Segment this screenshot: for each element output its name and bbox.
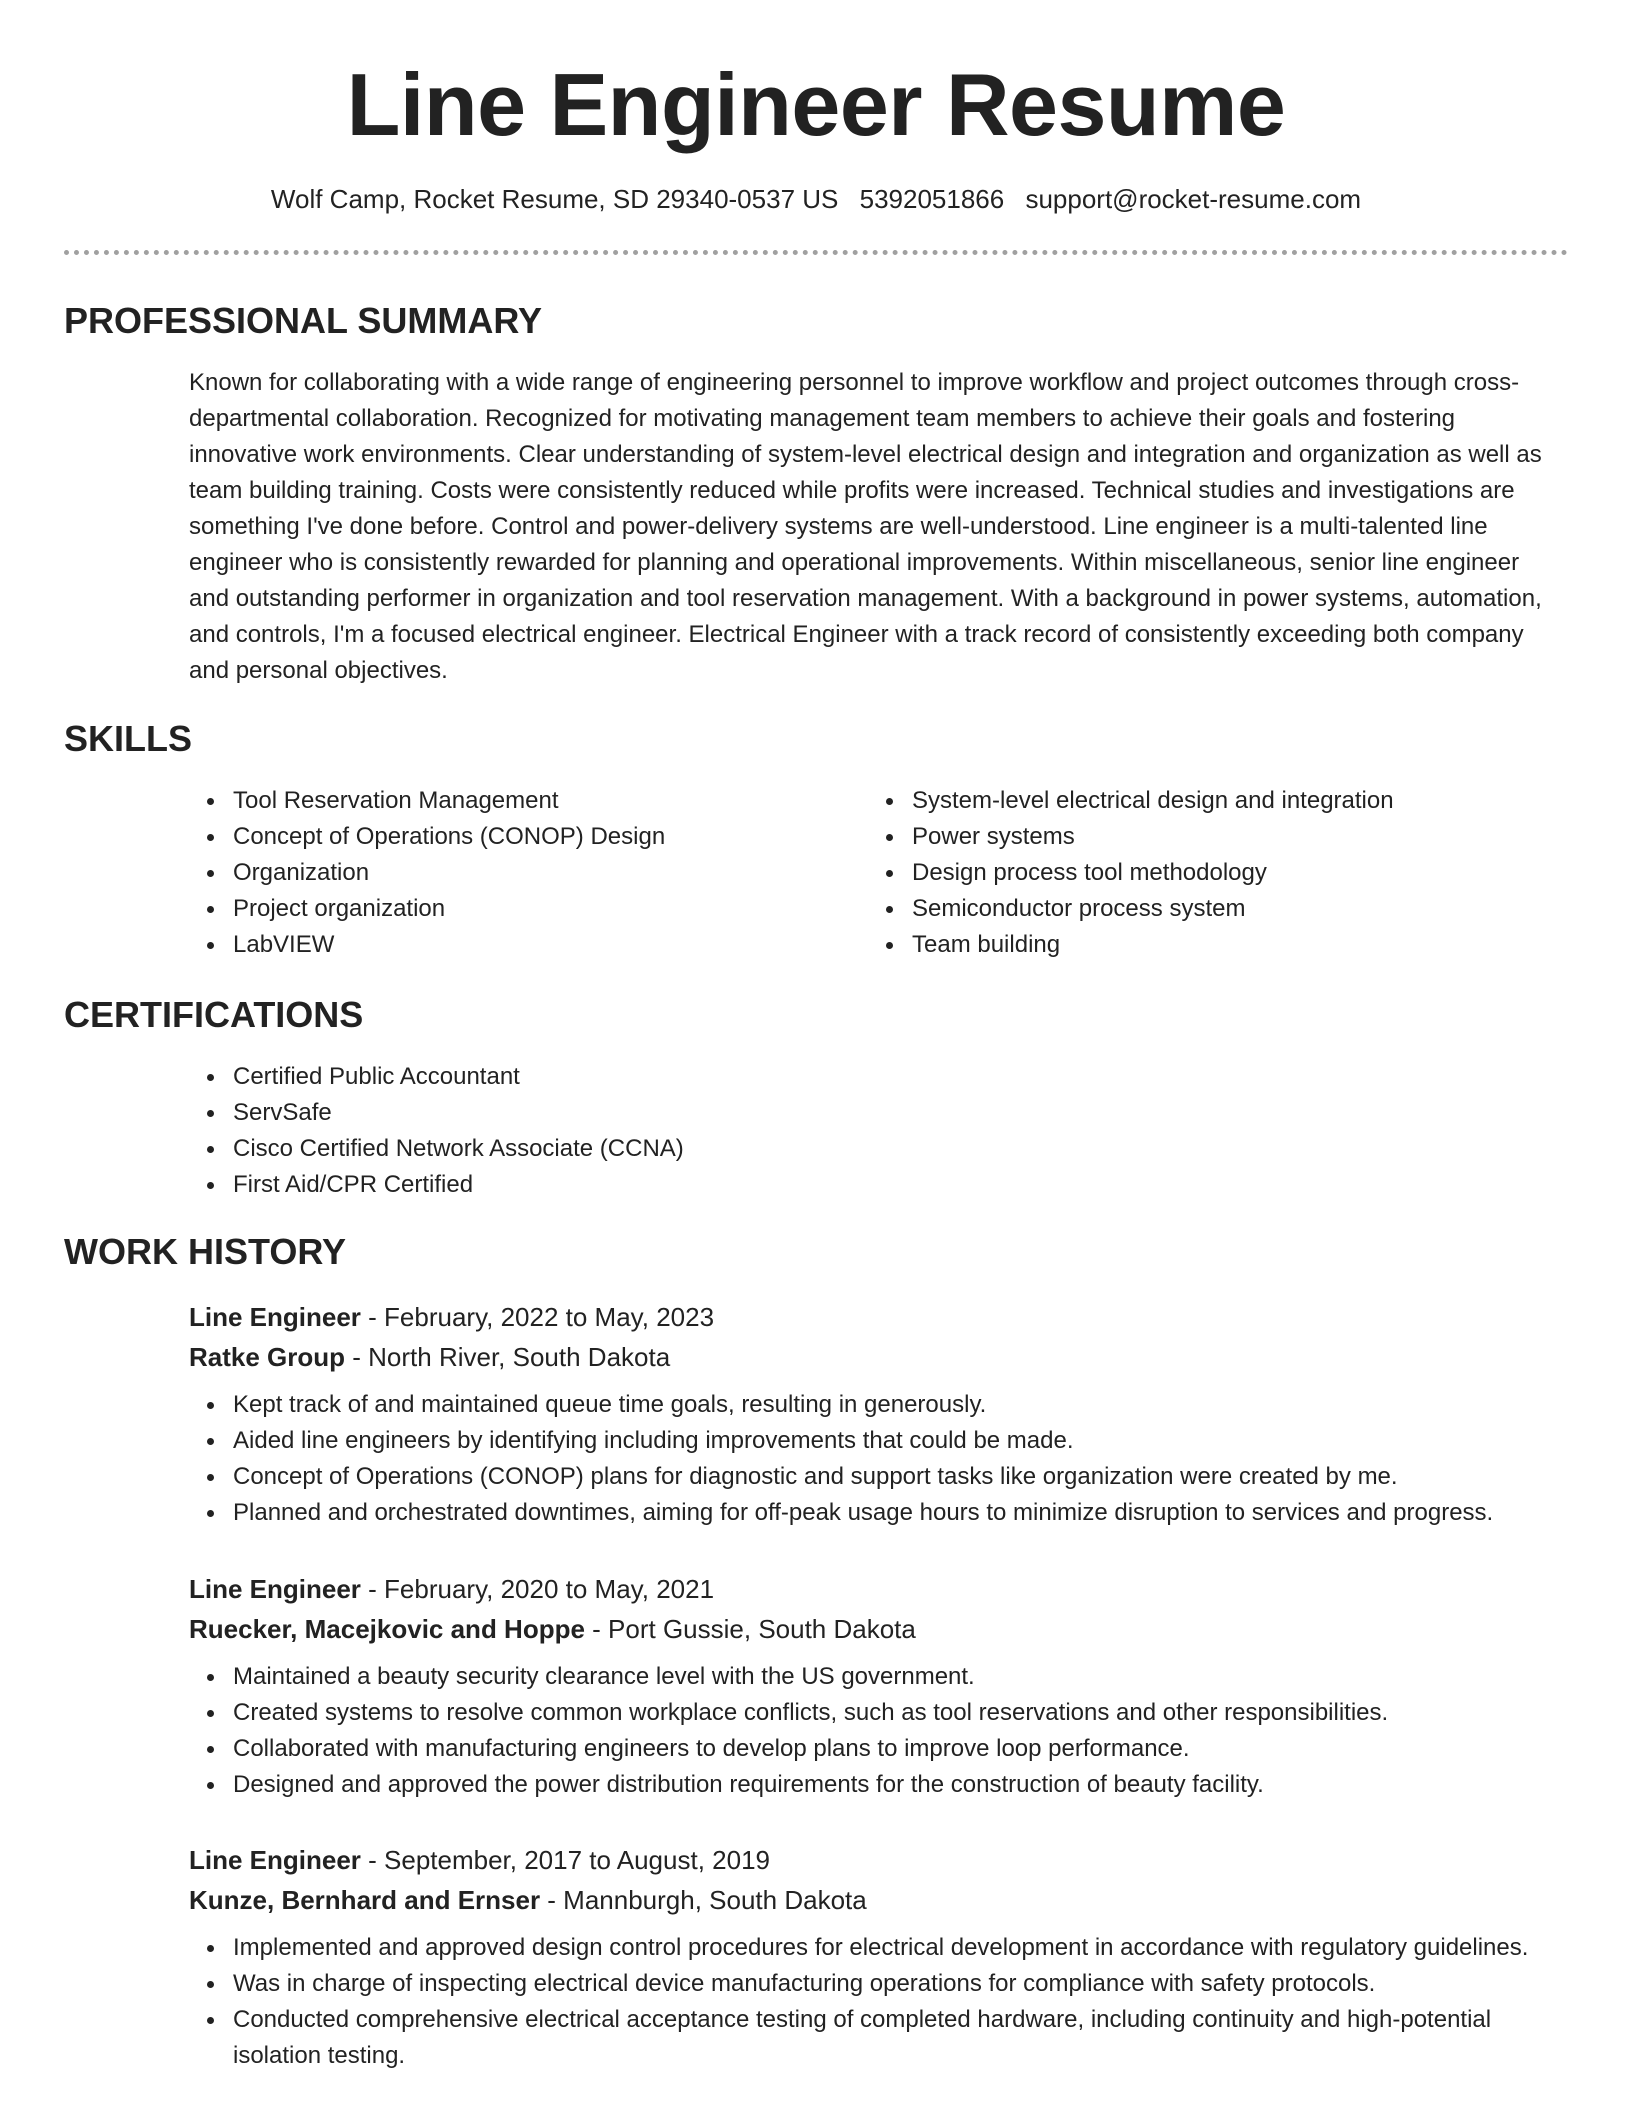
header-divider: [64, 250, 1568, 255]
job-bullet: Created systems to resolve common workplace conflicts, such as tool reservations and other responsibilities.: [189, 1695, 1569, 1731]
job-title: Line Engineer: [189, 1574, 361, 1604]
job-bullets: [189, 1930, 1569, 2074]
certifications-list: [189, 1059, 1089, 1203]
job-entry: [189, 1840, 1569, 2074]
job-bullet: Designed and approved the power distribution requirements for the construction of beauty facility.: [189, 1767, 1569, 1803]
job-bullet: Kept track of and maintained queue time goals, resulting in generously.: [189, 1387, 1569, 1423]
job-location: - North River, South Dakota: [345, 1342, 671, 1372]
job-title: Line Engineer: [189, 1302, 361, 1332]
skills-list-left: [189, 783, 849, 963]
job-entry: [189, 1569, 1569, 1803]
job-bullet: Conducted comprehensive electrical acceptance testing of completed hardware, including continuity and high-potential isolation testing.: [189, 2002, 1569, 2074]
job-company-line: [189, 1609, 1569, 1649]
contact-email: support@rocket-resume.com: [1025, 184, 1362, 214]
job-company: Kunze, Bernhard and Ernser: [189, 1885, 541, 1915]
job-bullet: Planned and orchestrated downtimes, aiming for off-peak usage hours to minimize disruption to services and progress.: [189, 1495, 1569, 1531]
skills-list-right: [868, 783, 1558, 963]
job-bullet: Implemented and approved design control procedures for electrical development in accordance with regulatory guidelines.: [189, 1930, 1569, 1966]
job-bullet: Maintained a beauty security clearance level with the US government.: [189, 1659, 1569, 1695]
certification-item: Cisco Certified Network Associate (CCNA): [189, 1131, 1089, 1167]
job-bullets: [189, 1387, 1569, 1531]
skill-item: Concept of Operations (CONOP) Design: [189, 819, 849, 855]
job-entry: [189, 1297, 1569, 1531]
job-dates: - September, 2017 to August, 2019: [360, 1845, 770, 1875]
skill-item: Project organization: [189, 891, 849, 927]
job-title-line: [189, 1840, 1569, 1880]
job-bullet: Concept of Operations (CONOP) plans for diagnostic and support tasks like organization were created by me.: [189, 1459, 1569, 1495]
job-company-line: [189, 1337, 1569, 1377]
summary-text: Known for collaborating with a wide range of engineering personnel to improve workflow and project outcomes through cross-departmental collaboration. Recognized for motivating management team members to achieve their goals and fostering innovative work environments. Clear understanding of system-level electrical design and integration and organization as well as team building training. Costs were consistently reduced while profits were increased. Technical studies and investigations are something I've done before. Control and power-delivery systems are well-understood. Line engineer is a multi-talented line engineer who is consistently rewarded for planning and operational improvements. Within miscellaneous, senior line engineer and outstanding performer in organization and tool reservation management. With a background in power systems, automation, and controls, I'm a focused electrical engineer. Electrical Engineer with a track record of consistently exceeding both company and personal objectives.: [189, 369, 1542, 684]
contact-phone: 5392051866: [859, 184, 1005, 214]
job-dates: - February, 2022 to May, 2023: [360, 1302, 715, 1332]
job-location: - Mannburgh, South Dakota: [540, 1885, 867, 1915]
contact-info: [0, 180, 1632, 218]
skill-item: LabVIEW: [189, 927, 849, 963]
job-title-line: [189, 1297, 1569, 1337]
section-title-work-history: WORK HISTORY: [64, 1231, 347, 1272]
job-company: Ratke Group: [189, 1342, 346, 1372]
resume-title: Line Engineer Resume: [346, 55, 1286, 154]
skill-item: Semiconductor process system: [868, 891, 1558, 927]
skill-item: Team building: [868, 927, 1558, 963]
contact-address: Wolf Camp, Rocket Resume, SD 29340-0537 US: [270, 184, 839, 214]
skill-item: Tool Reservation Management: [189, 783, 849, 819]
job-bullet: Collaborated with manufacturing engineers to develop plans to improve loop performance.: [189, 1731, 1569, 1767]
skill-item: Design process tool methodology: [868, 855, 1558, 891]
job-company-line: [189, 1880, 1569, 1920]
job-bullet: Was in charge of inspecting electrical device manufacturing operations for compliance with safety protocols.: [189, 1966, 1569, 2002]
job-bullet: Aided line engineers by identifying including improvements that could be made.: [189, 1423, 1569, 1459]
section-title-summary: PROFESSIONAL SUMMARY: [64, 300, 543, 341]
job-dates: - February, 2020 to May, 2021: [360, 1574, 715, 1604]
section-title-skills: SKILLS: [64, 718, 193, 759]
skill-item: System-level electrical design and integration: [868, 783, 1558, 819]
job-title: Line Engineer: [189, 1845, 361, 1875]
job-bullets: [189, 1659, 1569, 1803]
job-title-line: [189, 1569, 1569, 1609]
skill-item: Power systems: [868, 819, 1558, 855]
job-company: Ruecker, Macejkovic and Hoppe: [189, 1614, 585, 1644]
skill-item: Organization: [189, 855, 849, 891]
certification-item: Certified Public Accountant: [189, 1059, 1089, 1095]
certification-item: First Aid/CPR Certified: [189, 1167, 1089, 1203]
certification-item: ServSafe: [189, 1095, 1089, 1131]
job-location: - Port Gussie, South Dakota: [584, 1614, 916, 1644]
section-title-certifications: CERTIFICATIONS: [64, 994, 364, 1035]
